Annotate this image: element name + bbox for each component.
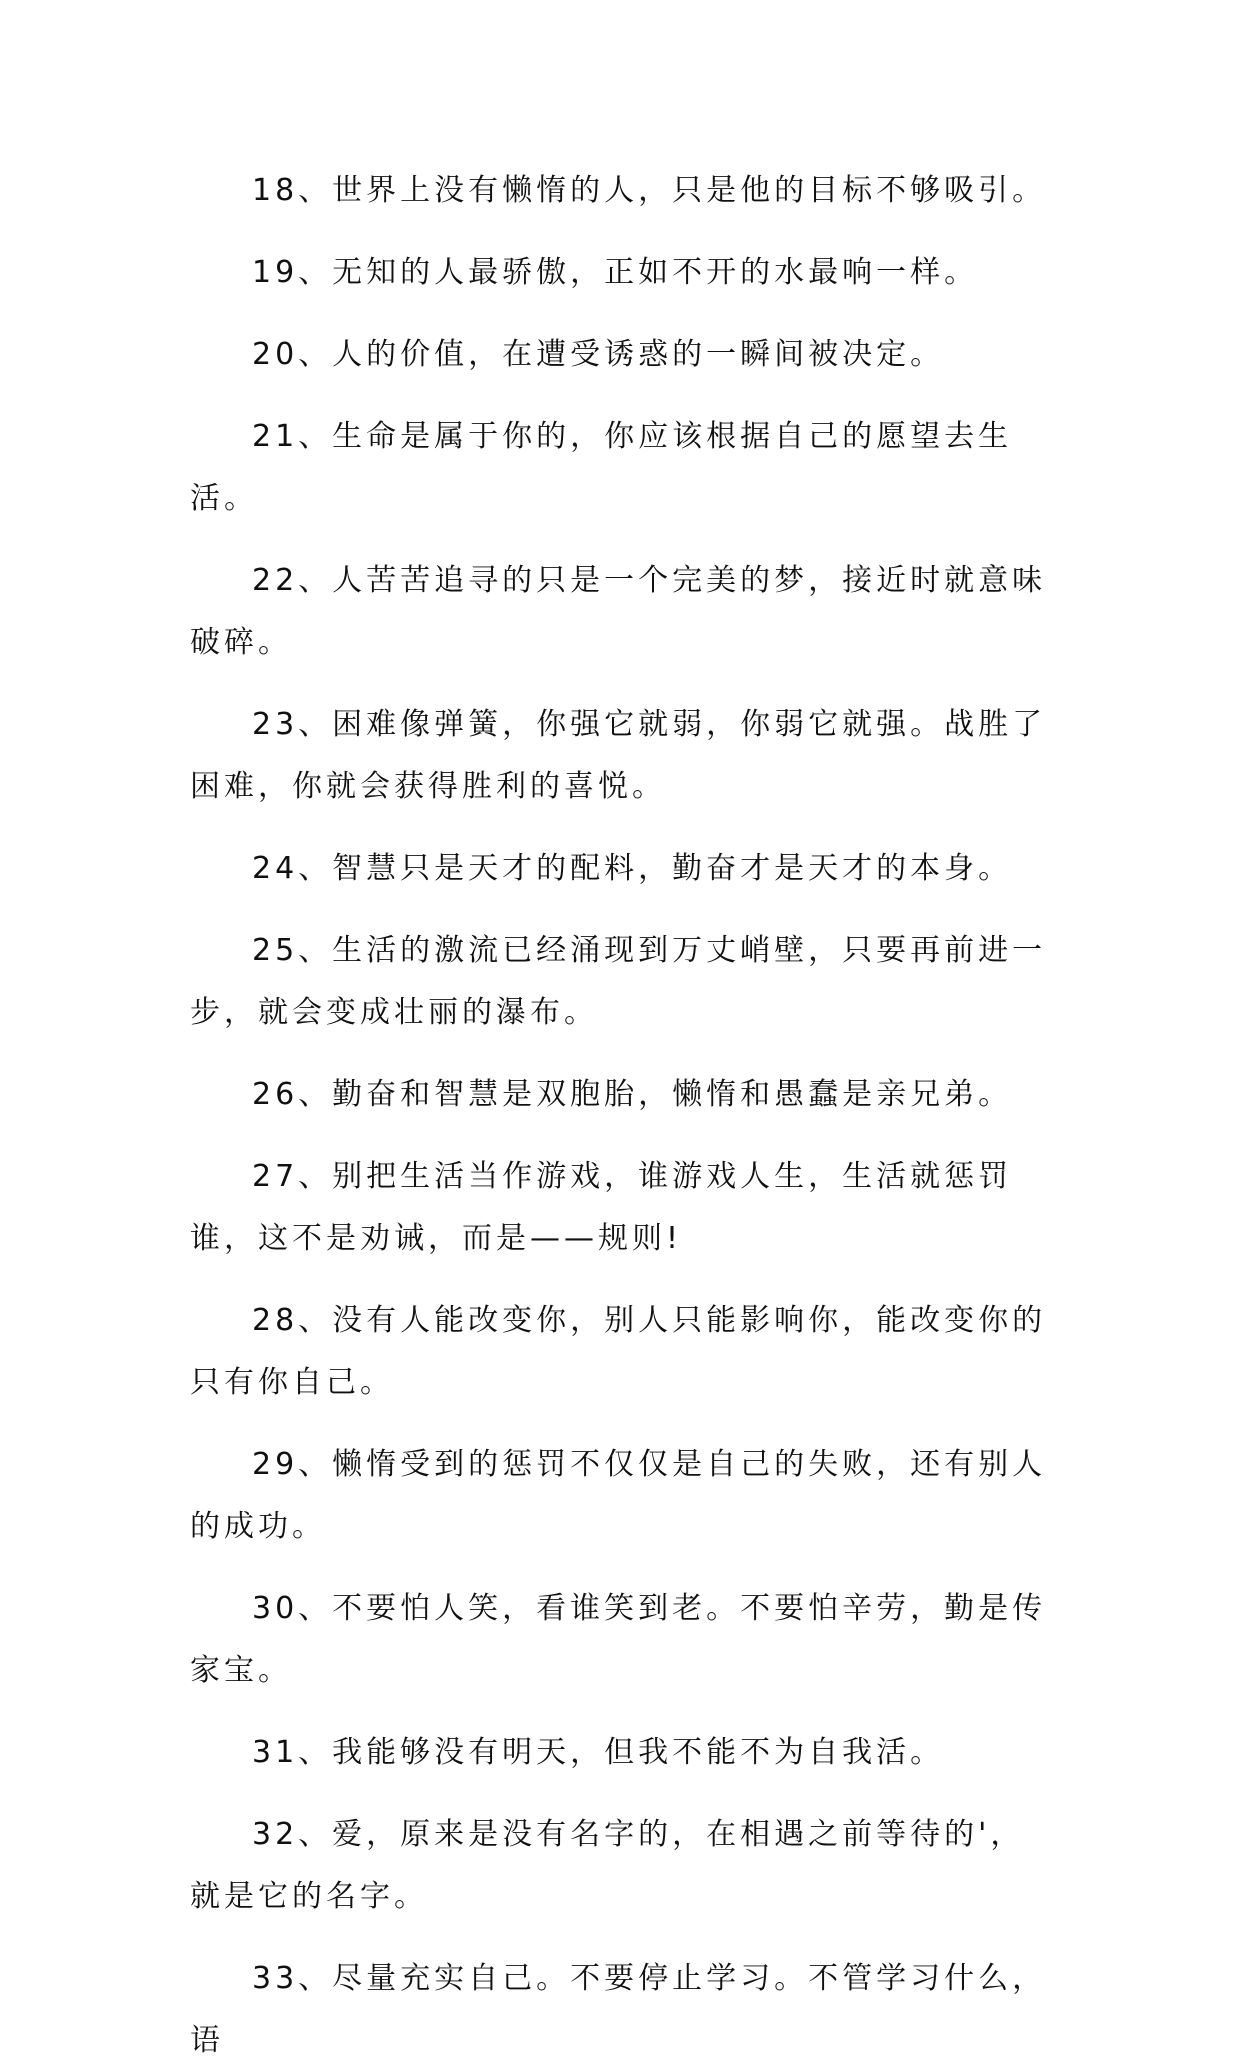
quote-26: 26、勤奋和智慧是双胞胎，懒惰和愚蠢是亲兄弟。 — [252, 1077, 1013, 1112]
quote-22: 22、人苦苦追寻的只是一个完美的梦，接近时就意味破碎。 — [190, 563, 1047, 660]
quote-29: 29、懒惰受到的惩罚不仅仅是自己的失败，还有别人的成功。 — [190, 1447, 1047, 1544]
quote-28: 28、没有人能改变你，别人只能影响你，能改变你的只有你自己。 — [190, 1303, 1047, 1400]
quote-32: 32、爱，原来是没有名字的，在相遇之前等待的'，就是它的名字。 — [190, 1817, 1025, 1914]
quote-24: 24、智慧只是天才的配料，勤奋才是天才的本身。 — [252, 851, 1013, 886]
quote-19: 19、无知的人最骄傲，正如不开的水最响一样。 — [252, 255, 979, 290]
quote-30: 30、不要怕人笑，看谁笑到老。不要怕辛劳，勤是传家宝。 — [190, 1591, 1047, 1688]
quote-27: 27、别把生活当作游戏，谁游戏人生，生活就惩罚谁，这不是劝诫，而是——规则! — [190, 1159, 1013, 1256]
quote-31: 31、我能够没有明天，但我不能不为自我活。 — [252, 1735, 945, 1770]
quote-23: 23、困难像弹簧，你强它就弱，你弱它就强。战胜了困难，你就会获得胜利的喜悦。 — [190, 707, 1047, 804]
quote-33: 33、尽量充实自己。不要停止学习。不管学习什么，语 — [190, 1961, 1047, 2058]
quote-21: 21、生命是属于你的，你应该根据自己的愿望去生活。 — [190, 419, 1013, 516]
quote-18: 18、世界上没有懒惰的人，只是他的目标不够吸引。 — [252, 173, 1047, 208]
quote-25: 25、生活的激流已经涌现到万丈峭壁，只要再前进一步，就会变成壮丽的瀑布。 — [190, 933, 1047, 1030]
quote-list — [190, 160, 1050, 2072]
quote-20: 20、人的价值，在遭受诱惑的一瞬间被决定。 — [252, 337, 945, 372]
